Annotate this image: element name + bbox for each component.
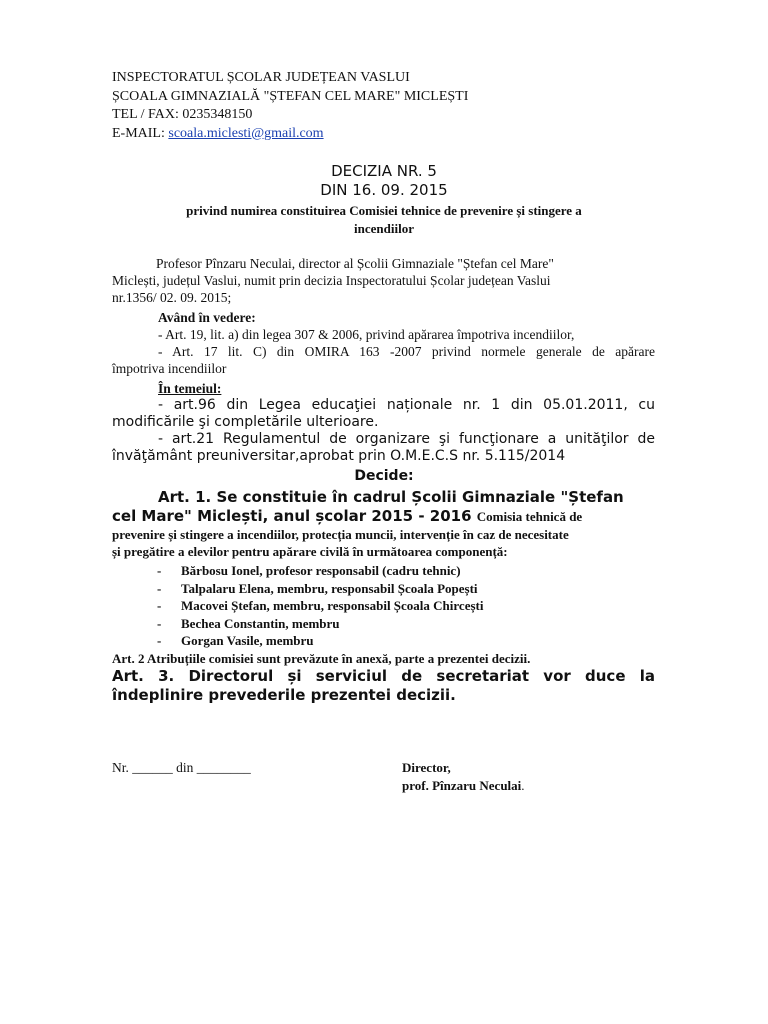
director-title: Director, [402, 760, 451, 775]
art1-line-4: și pregătire a elevilor pentru apărare civilă în următoarea componență: [112, 544, 508, 559]
list-item: - Macovei Ștefan, membru, responsabil Școala Chircești [157, 598, 484, 614]
art1-line-2-lead: cel Mare" Miclești, anul școlar 2015 - 2016 [112, 507, 477, 525]
art1-line-3: prevenire și stingere a incendiilor, protecția muncii, intervenție în caz de necesitate [112, 527, 569, 542]
intro-line-1: Profesor Pînzaru Neculai, director al Școlii Gimnaziale "Ștefan cel Mare" [156, 256, 554, 271]
list-item: - Gorgan Vasile, membru [157, 633, 314, 649]
article-3 [112, 667, 655, 705]
decision-date: DIN 16. 09. 2015 [320, 181, 448, 199]
director-period: . [521, 778, 525, 793]
signature-block [402, 759, 525, 795]
intro-paragraph [112, 255, 605, 306]
member-name: Gorgan Vasile, membru [181, 633, 314, 649]
intro-line-3: nr.1356/ 02. 09. 2015; [112, 290, 232, 305]
considering-item-2-line-1: - Art. 17 lit. C) din OMIRA 163 -2007 privind normele generale de apărare [158, 344, 655, 359]
considering-section [112, 309, 655, 377]
art1-line-2-tail: Comisia tehnică de [476, 509, 583, 524]
subject-line-2: incendiilor [354, 221, 414, 236]
list-item: - Bechea Constantin, membru [157, 615, 340, 631]
email-label: E-MAIL: [112, 125, 169, 141]
art3-line-1: Art. 3. Directorul și serviciul de secretariat vor duce la [112, 667, 655, 685]
member-name: Bărbosu Ionel, profesor responsabil (cadru tehnic) [181, 563, 461, 578]
considering-heading: Având în vedere: [158, 310, 256, 325]
considering-item-2-line-2: împotriva incendiilor [112, 361, 227, 376]
members-list [157, 562, 483, 650]
art3-line-2: îndeplinire prevederile prezentei decizii. [112, 686, 456, 704]
director-name-line [402, 777, 525, 795]
member-name: Macovei Ștefan, membru, responsabil Școala Chircești [181, 598, 484, 614]
member-name: Talpalaru Elena, membru, responsabil Școala Popești [181, 580, 478, 596]
basis-section [112, 397, 655, 465]
art1-line-2 [112, 507, 655, 526]
basis-item-1-line-1: - art.96 din Legea educaţiei naționale nr. 1 din 05.01.2011, cu [158, 397, 655, 413]
basis-item-2-line-1: - art.21 Regulamentul de organizare şi funcţionare a unităţilor de [158, 431, 655, 447]
decides-heading: Decide: [354, 468, 414, 484]
member-name: Bechea Constantin, membru [181, 615, 340, 631]
intro-line-2: Miclești, județul Vaslui, numit prin decizia Inspectoratului Școlar județean Vaslui [112, 273, 551, 288]
letterhead [112, 69, 468, 143]
email-line [112, 125, 468, 144]
school-name: ȘCOALA GIMNAZIALĂ "ȘTEFAN CEL MARE" MICLEȘTI [112, 88, 469, 104]
basis-item-2-line-2: învăţământ preuniversitar,aprobat prin O.M.E.C.S nr. 5.115/2014 [112, 448, 566, 464]
basis-item-1-line-2: modificările şi completările ulterioare. [112, 414, 379, 430]
art1-line-1: Art. 1. Se constituie în cadrul Școlii Gimnaziale "Ștefan [158, 488, 624, 506]
basis-heading: În temeiul: [158, 381, 222, 396]
article-1 [112, 488, 655, 560]
email-link[interactable]: scoala.miclesti@gmail.com [168, 125, 324, 141]
list-item: - Talpalaru Elena, membru, responsabil Școala Popești [157, 580, 478, 596]
decision-subject [150, 202, 618, 238]
list-item: - Bărbosu Ionel, profesor responsabil (cadru tehnic) [157, 563, 461, 578]
subject-line-1: privind numirea constituirea Comisiei tehnice de prevenire și stingere a [186, 203, 582, 218]
decision-number: DECIZIA NR. 5 [331, 162, 437, 180]
inspectorate-name: INSPECTORATUL ȘCOLAR JUDEȚEAN VASLUI [112, 70, 410, 85]
phone-fax: TEL / FAX: 0235348150 [112, 107, 253, 122]
article-2: Art. 2 Atribuțiile comisiei sunt prevăzute în anexă, parte a prezentei decizii. [112, 651, 531, 666]
director-name: prof. Pînzaru Neculai [402, 778, 522, 793]
considering-item-1: - Art. 19, lit. a) din legea 307 & 2006, privind apărarea împotriva incendiilor, [158, 327, 575, 342]
registration-number: Nr. ______ din ________ [112, 760, 251, 775]
